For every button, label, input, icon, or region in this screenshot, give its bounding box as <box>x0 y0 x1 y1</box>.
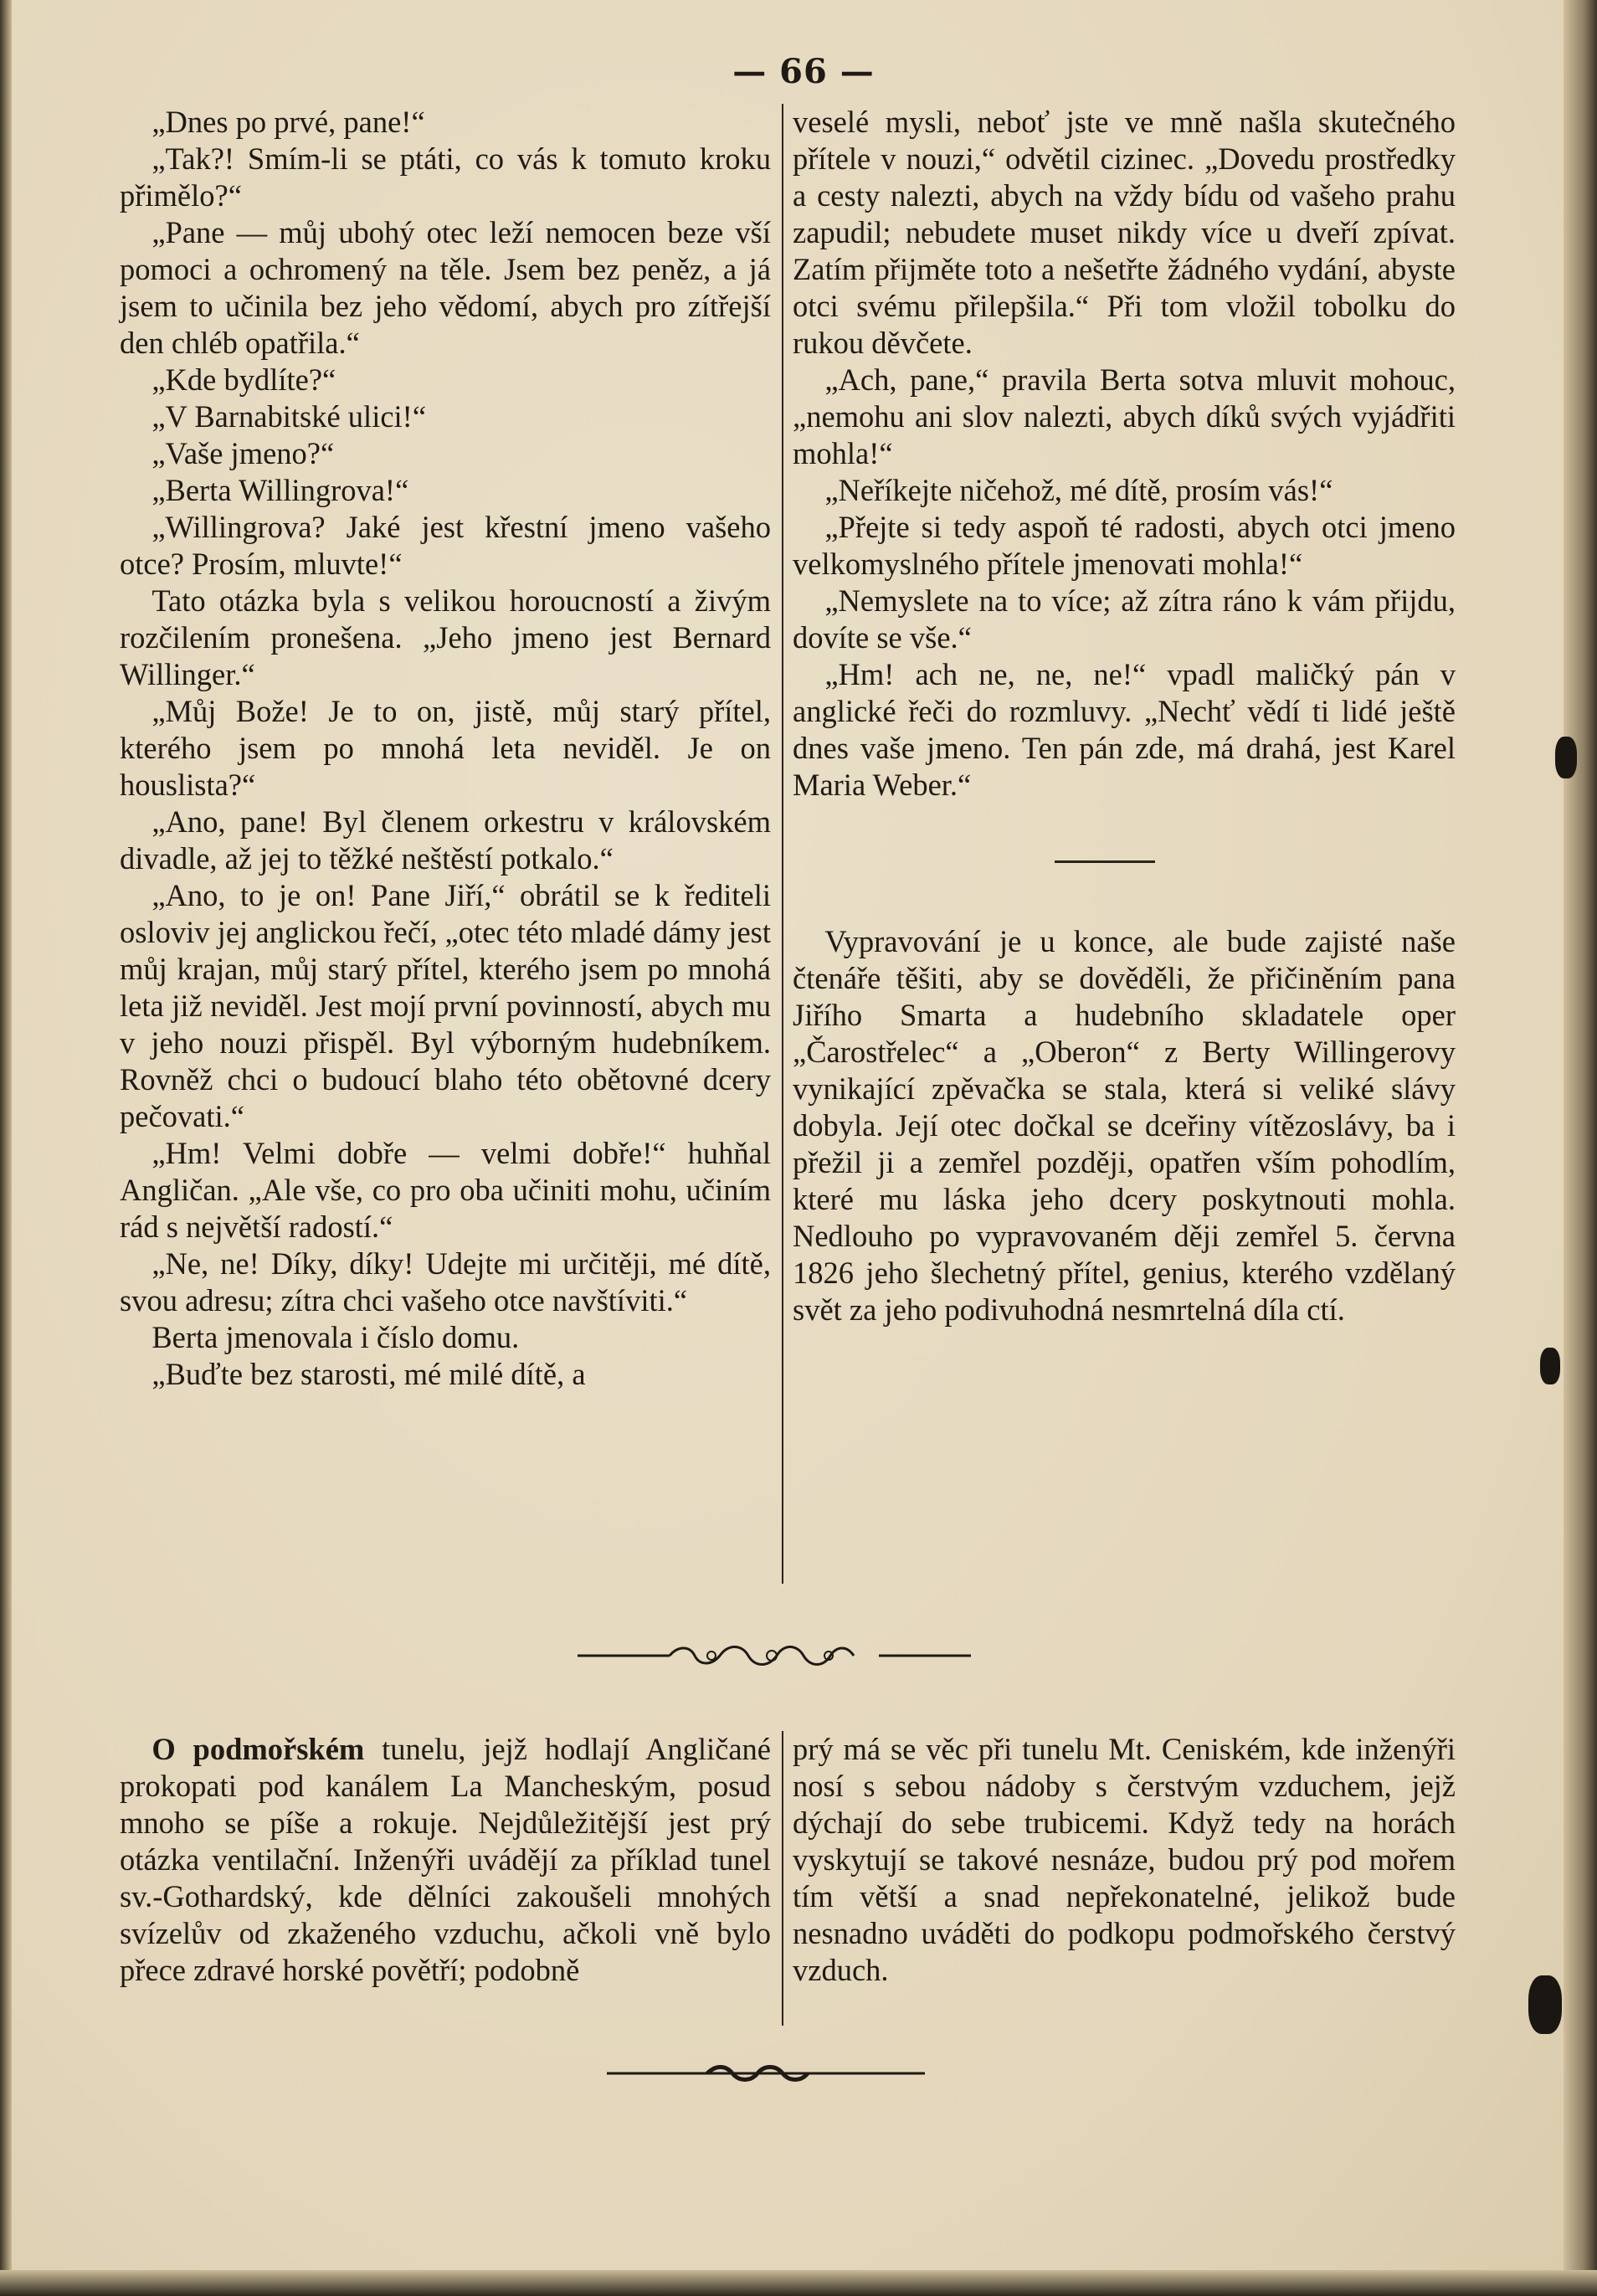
article-lead: O podmořském <box>151 1732 365 1766</box>
column-divider-top <box>782 104 783 1584</box>
page-number: — 66 — <box>732 52 875 91</box>
paragraph: „Ano, pane! Byl členem orkestru v královském divadle, až jej to těžké neštěstí potkalo.“ <box>120 804 771 876</box>
paragraph: „Pane — můj ubohý otec leží nemocen beze vší pomoci a ochromený na těle. Jsem bez peněz, a já jsem to učinila bez jeho vědomí, abych pro zítřejší den chléb opatřila.“ <box>120 215 771 360</box>
paragraph: Tato otázka byla s velikou horoucností a živým rozčilením pronešena. „Jeho jmeno jest Bernard Willinger.“ <box>120 583 771 691</box>
story-right-dialogue <box>793 104 1456 804</box>
paragraph: „V Barnabitské ulici!“ <box>151 399 427 434</box>
page-shadow-left <box>0 0 12 2296</box>
paragraph: „Ach, pane,“ pravila Berta sotva mluvit mohouc, „nemohu ani slov nalezti, abych díků svých vyjádřiti mohla!“ <box>793 362 1456 470</box>
article-right-text: prý má se věc při tunelu Mt. Ceniském, kde inženýři nosí s sebou nádoby s čerstvým vzduchem, jejž dýchají do sebe trubicemi. Když tedy na horách vyskytují se takové nesnáze, budou prý pod mořem tím větší a snad nepřekonatelné, jelikož bude nesnadno uváděti do podkopu podmořského čerstvý vzduch. <box>793 1732 1456 1987</box>
article-column-right <box>793 1731 1456 1989</box>
paragraph: veselé mysli, neboť jste ve mně našla skutečného přítele v nouzi,“ odvětil cizinec. „Dovedu prostředky a cesty nalezti, abych na vždy bídu od vašeho prahu zapudil; nebudete muset nikdy více u dveří zpívat. Zatím přijměte toto a nešetřte žádného vydání, abyste otci svému přilepšila.“ Při tom vložil tobolku do rukou děvčete. <box>793 105 1456 360</box>
paragraph: „Buďte bez starosti, mé milé dítě, a <box>151 1357 586 1391</box>
paragraph: „Nemyslete na to více; až zítra ráno k vám přijdu, dovíte se vše.“ <box>793 583 1456 655</box>
paragraph: „Dnes po prvé, pane!“ <box>151 105 425 139</box>
paragraph: „Vaše jmeno?“ <box>151 436 335 470</box>
ink-blot <box>1528 1975 1562 2034</box>
paragraph: „Tak?! Smím-li se ptáti, co vás k tomuto kroku přimělo?“ <box>120 141 771 213</box>
section-rule <box>1055 860 1155 863</box>
article-left-text: tunelu, jejž hodlají Angličané prokopati pod kanálem La Manchesk​ým, posud mnoho se píše a rokuje. Nejdůležitější jest prý otázka ventilační. Inženýři uvádějí za příklad tunel sv.-Gothardský, kde dělníci zakoušeli mnohých svízelův od zkaženého vzduchu, ačkoli vně bylo přece zdravé horské povětří; podobně <box>120 1732 771 1987</box>
paragraph: „Hm! Velmi dobře — velmi dobře!“ huhňal Angličan. „Ale vše, co pro oba učiniti mohu, učiním rád s největší radostí.“ <box>120 1136 771 1244</box>
paragraph: „Přejte si tedy aspoň té radosti, abych otci jmeno velkomyslného přítele jmenovati mohla!“ <box>793 510 1456 581</box>
story-column-left <box>120 104 771 1393</box>
paragraph: „Willingrova? Jaké jest křestní jmeno vašeho otce? Prosím, mluvte!“ <box>120 510 771 581</box>
column-divider-bottom <box>782 1731 783 2026</box>
paragraph: „Neříkejte ničehož, mé dítě, prosím vás!“ <box>824 473 1333 507</box>
decorative-end-rule <box>607 2061 925 2086</box>
story-epilogue: Vypravování je u konce, ale bude zajisté naše čtenáře těšiti, aby se dověděli, že přičiněním pana Jiřího Smarta a hudebního skladatele oper „Čarostřelec“ a „Oberon“ z Berty Willingerovy vynikající zpěvačka se stala, která si veliké slávy dobyla. Její otec dočkal se dceřiny vítězoslávy, ba i přežil ji a zemřel později, opatřen vším pohodlím, které mu láska jeho dcery poskytnouti mohla. Nedlouho po vypravovaném ději zemřel 5. června 1826 jeho šlechetný přítel, genius, kterého vzdělaný svět za jeho podivuhodná nesmrtelná díla ctí. <box>793 924 1456 1327</box>
paragraph: „Berta Willingrova!“ <box>151 473 409 507</box>
decorative-flourish-divider <box>578 1639 971 1672</box>
ink-blot <box>1540 1348 1560 1384</box>
page-shadow-right <box>1564 0 1597 2296</box>
paragraph: „Hm! ach ne, ne, ne!“ vpadl maličký pán v anglické řeči do rozmluvy. „Nechť vědí ti lidé ještě dnes vaše jmeno. Ten pán zde, má drahá, jest Karel Maria Weber.“ <box>793 657 1456 802</box>
story-column-right <box>793 104 1456 1328</box>
paragraph: Berta jmenovala i číslo domu. <box>151 1320 520 1354</box>
paragraph: „Kde bydlíte?“ <box>151 362 336 397</box>
article-column-left <box>120 1731 771 1989</box>
paragraph: „Ano, to je on! Pane Jiří,“ obrátil se k řediteli osloviv jej anglickou řečí, „otec této mladé dámy jest můj krajan, můj starý přítel, kterého jsem po mnohá leta již neviděl. Jest mojí první povinností, abych mu v jeho nouzi přispěl. Byl výborným hudebníkem. Rovněž chci o budoucí blaho této obětovné dcery pečovati.“ <box>120 878 771 1133</box>
ink-blot <box>1555 737 1577 778</box>
page-shadow-bottom <box>0 2270 1597 2296</box>
paragraph: „Můj Bože! Je to on, jistě, můj starý přítel, kterého jsem po mnohá leta neviděl. Je on houslista?“ <box>120 694 771 802</box>
paragraph: „Ne, ne! Díky, díky! Udejte mi určitěji, mé dítě, svou adresu; zítra chci vašeho otce navštíviti.“ <box>120 1246 771 1318</box>
